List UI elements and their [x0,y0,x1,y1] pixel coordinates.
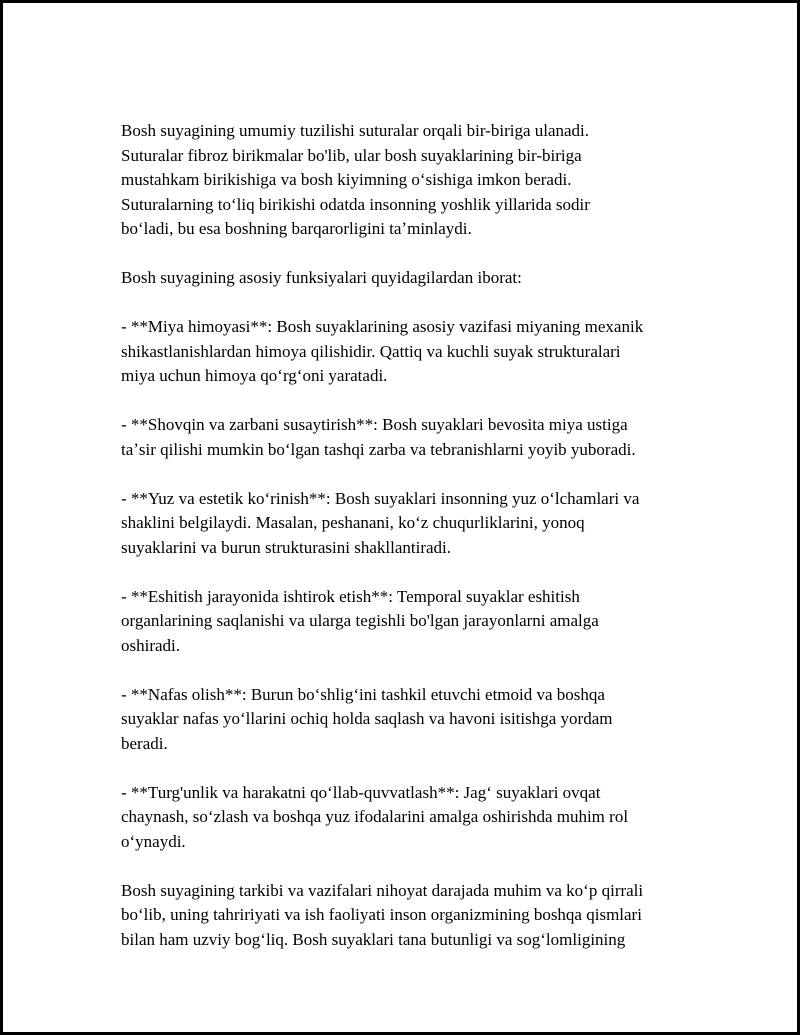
text-line: miya uchun himoya qoʻrgʻoni yaratadi. [121,366,388,385]
text-line: oʻynaydi. [121,831,186,851]
text-line: shaklini belgilaydi. Masalan, peshanani, koʻz chuqurliklarini, yonoq [121,513,585,532]
paragraph-intro [121,119,721,242]
text-line: - **Shovqin va zarbani susaytirish**: Bosh suyaklari bevosita miya ustiga [121,415,628,434]
text-line: Bosh suyagining umumiy tuzilishi suturalar orqali bir-biriga ulanadi. [121,121,590,140]
list-item-shock-absorption [121,413,721,462]
text-line: boʻladi, bu esa boshning barqarorligini taʼminlaydi. [121,219,472,238]
text-line: beradi. [121,733,168,753]
list-item-face-aesthetics [121,487,721,561]
paragraph-conclusion [121,879,721,953]
list-item-brain-protection [121,315,721,389]
list-item-breathing [121,683,721,757]
text-line: suyaklarini va burun strukturasini shakllantiradi. [121,537,452,557]
text-line: oshiradi. [121,635,181,655]
text-line: Bosh suyagining tarkibi va vazifalari nihoyat darajada muhim va koʻp qirrali [121,880,644,900]
text-line: boʻlib, uning tahririyati va ish faoliyati inson organizmining boshqa qismlari [121,905,642,924]
paragraph-functions-heading [121,266,721,291]
text-line: organlarining saqlanishi va ularga tegishli bo'lgan jarayonlarni amalga [121,611,599,630]
text-line: - **Turg'unlik va harakatni qoʻllab-quvvatlash**: Jagʻ suyaklari ovqat [121,782,601,802]
text-line: bilan ham uzviy bogʻliq. Bosh suyaklari tana butunligi va sogʻlomligining [121,929,626,949]
document-body [121,119,721,977]
list-item-stability [121,781,721,855]
text-line: Suturalarning toʻliq birikishi odatda insonning yoshlik yillarida sodir [121,194,590,214]
text-line: - **Miya himoyasi**: Bosh suyaklarining asosiy vazifasi miyaning mexanik [121,317,644,336]
text-line: mustahkam birikishiga va bosh kiyimning oʻsishiga imkon beradi. [121,170,572,189]
text-line: shikastlanishlardan himoya qilishidir. Qattiq va kuchli suyak strukturalari [121,341,621,361]
text-line: Suturalar fibroz birikmalar bo'lib, ular bosh suyaklarining bir-biriga [121,145,582,165]
text-line: - **Eshitish jarayonida ishtirok etish**: Temporal suyaklar eshitish [121,586,580,606]
text-line: - **Yuz va estetik koʻrinish**: Bosh suyaklari insonning yuz oʻlchamlari va [121,488,640,508]
text-line: suyaklar nafas yoʻllarini ochiq holda saqlash va havoni isitishga yordam [121,709,613,728]
text-line: Bosh suyagining asosiy funksiyalari quyidagilardan iborat: [121,268,522,287]
text-line: taʼsir qilishi mumkin boʻlgan tashqi zarba va tebranishlarni yoyib yuboradi. [121,439,636,459]
text-line: - **Nafas olish**: Burun boʻshligʻini tashkil etuvchi etmoid va boshqa [121,684,605,704]
text-line: chaynash, soʻzlash va boshqa yuz ifodalarini amalga oshirishda muhim rol [121,807,629,826]
list-item-hearing [121,585,721,659]
